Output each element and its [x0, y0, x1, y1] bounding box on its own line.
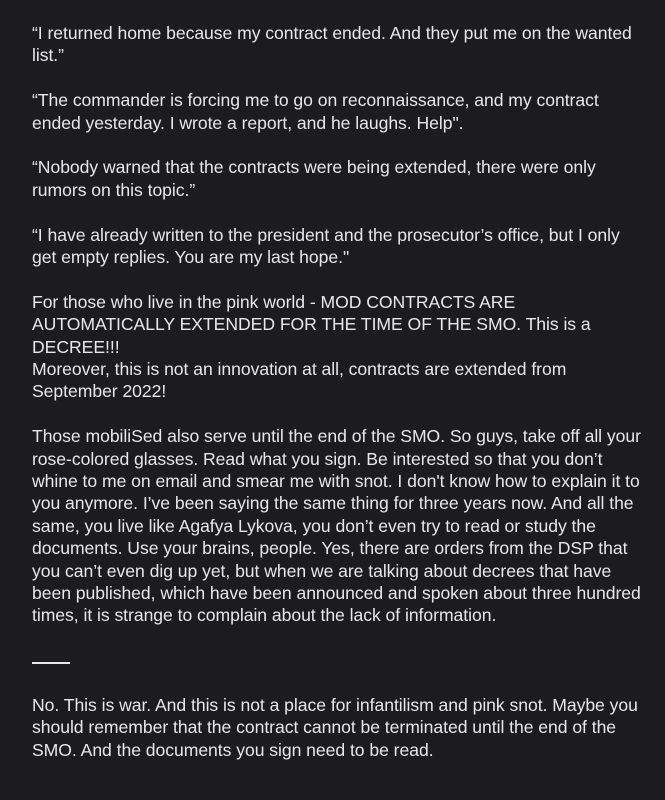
post-body [32, 22, 644, 784]
quote-paragraph: “Nobody warned that the contracts were being extended, there were only rumors on this topic.” [32, 157, 596, 200]
section-divider [32, 649, 644, 671]
body-paragraph: No. This is war. And this is not a place for infantilism and pink snot. Maybe you should remember that the contract cannot be terminated until the end of the SMO. And the documents you sign need to be read. [32, 695, 638, 760]
quote-paragraph: “I returned home because my contract ended. And they put me on the wanted list.” [32, 23, 632, 66]
quote-paragraph: “I have already written to the president and the prosecutor’s office, but I only get empty replies. You are my last hope." [32, 224, 620, 268]
body-paragraph: For those who live in the pink world - MOD CONTRACTS ARE AUTOMATICALLY EXTENDED FOR THE TIME OF THE SMO. This is a DECREE!!! Moreover, this is not an innovation at all, contracts are extended from September 2022! [32, 291, 591, 402]
quote-paragraph: “The commander is forcing me to go on reconnaissance, and my contract ended yesterday. I wrote a report, and he laughs. Help". [32, 90, 599, 133]
body-paragraph: Those mobiliSed also serve until the end of the SMO. So guys, take off all your rose-colored glasses. Read what you sign. Be interested so that you don’t whine to me on email and smear me with snot. I don't know how to explain it to you anymore. I’ve been saying the same thing for three years now. And all the same, you live like Agafya Lykova, you don’t even try to read or study the documents. Use your brains, people. Yes, there are orders from the DSP that you can’t even dig up yet, but when we are talking about decrees that have been published, which have been announced and spoken about three hundred times, it is strange to complain about the lack of information. [32, 426, 641, 626]
divider-line [32, 662, 70, 663]
